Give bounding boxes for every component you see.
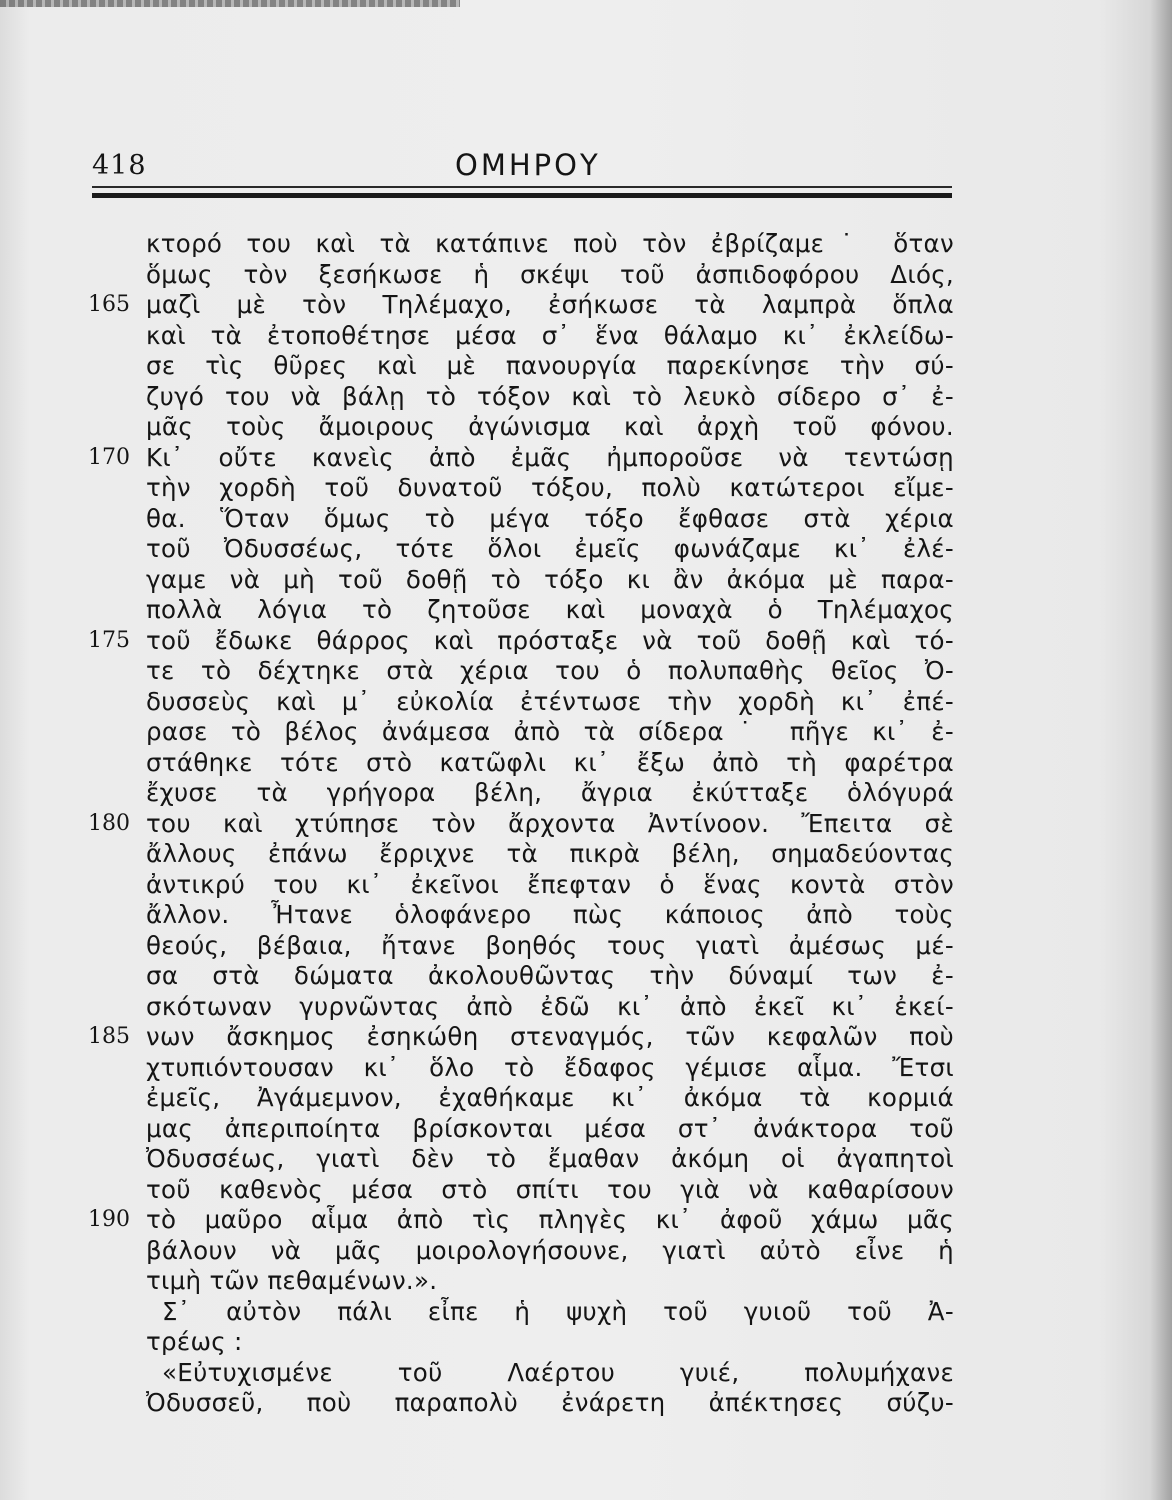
text-line xyxy=(0,1358,1172,1389)
text-line xyxy=(0,1236,1172,1267)
line-text: θεούς, βέβαια, ἤτανε βοηθός τους γιατὶ ἀμέσως μέ- xyxy=(146,930,954,960)
line-text: «Εὐτυχισμένε τοῦ Λαέρτου γυιέ, πολυμήχανε xyxy=(162,1357,954,1387)
text-line xyxy=(0,809,1172,840)
line-text: τὸ μαῦρο αἷμα ἀπὸ τὶς πληγὲς κι᾽ ἀφοῦ χάμω μᾶς xyxy=(146,1205,954,1234)
line-text: ἐμεῖς, Ἀγάμεμνον, ἐχαθήκαμε κι᾽ ἀκόμα τὰ κορμιά xyxy=(146,1083,954,1112)
line-text: καὶ τὰ ἐτοποθέτησε μέσα σ᾽ ἕνα θάλαμο κι᾽ ἐκλείδω- xyxy=(146,320,954,350)
text-line xyxy=(0,1297,1172,1328)
text-line xyxy=(0,1144,1172,1175)
line-text: σα στὰ δώματα ἀκολουθῶντας τὴν δύναμί των ἐ- xyxy=(146,961,954,990)
text-line xyxy=(0,656,1172,687)
text-line xyxy=(0,412,1172,443)
text-line xyxy=(0,1083,1172,1114)
text-line xyxy=(0,351,1172,382)
text-line xyxy=(0,900,1172,931)
line-text: σκότωναν γυρνῶντας ἀπὸ ἐδῶ κι᾽ ἀπὸ ἐκεῖ κι᾽ ἐκεί- xyxy=(146,991,954,1021)
line-text: τὴν χορδὴ τοῦ δυνατοῦ τόξου, πολὺ κατώτεροι εἴμε- xyxy=(146,473,954,502)
text-line xyxy=(0,321,1172,352)
text-line xyxy=(0,1114,1172,1145)
line-text: Ὀδυσσεῦ, ποὺ παραπολὺ ἐνάρετη ἀπέκτησες σύζυ- xyxy=(146,1388,954,1417)
line-text: τοῦ καθενὸς μέσα στὸ σπίτι του γιὰ νὰ καθαρίσουν xyxy=(146,1174,954,1204)
line-text: κτορό του καὶ τὰ κατάπινε ποὺ τὸν ἐβρίζαμε˙ ὅταν xyxy=(146,229,954,258)
line-text: τρέως : xyxy=(146,1327,243,1356)
line-text: πολλὰ λόγια τὸ ζητοῦσε καὶ μοναχὰ ὁ Τηλέμαχος xyxy=(146,595,954,624)
line-text: Κι᾽ οὔτε κανεὶς ἀπὸ ἐμᾶς ἠμποροῦσε νὰ τεντώσῃ xyxy=(146,442,954,472)
line-text: ἄλλον. Ἦτανε ὁλοφάνερο πὼς κάποιος ἀπὸ τοὺς xyxy=(146,900,954,929)
line-text: βάλουν νὰ μᾶς μοιρολογήσουνε, γιατὶ αὐτὸ εἶνε ἡ xyxy=(146,1235,954,1265)
line-text: ζυγό του νὰ βάλῃ τὸ τόξον καὶ τὸ λευκὸ σίδερο σ᾽ ἐ- xyxy=(146,381,954,411)
header-rule-thick xyxy=(92,193,952,198)
line-text: ὅμως τὸν ξεσήκωσε ἡ σκέψι τοῦ ἀσπιδοφόρου Διός, xyxy=(146,259,954,289)
text-line xyxy=(0,687,1172,718)
text-line xyxy=(0,565,1172,596)
line-text: νων ἄσκημος ἐσηκώθη στεναγμός, τῶν κεφαλῶν ποὺ xyxy=(146,1022,954,1051)
page-number: 418 xyxy=(92,150,147,181)
line-number: 180 xyxy=(88,810,130,836)
text-line xyxy=(0,748,1172,779)
line-text: Σ᾽ αὐτὸν πάλι εἶπε ἡ ψυχὴ τοῦ γυιοῦ τοῦ Ἀ- xyxy=(162,1296,954,1326)
line-text: μας ἀπεριποίητα βρίσκονται μέσα στ᾽ ἀνάκτορα τοῦ xyxy=(146,1113,954,1143)
text-line xyxy=(0,1022,1172,1053)
text-line xyxy=(0,1205,1172,1236)
text-line xyxy=(0,504,1172,535)
line-text: ἀντικρύ του κι᾽ ἐκεῖνοι ἔπεφταν ὁ ἕνας κοντὰ στὸν xyxy=(146,869,954,899)
text-line xyxy=(0,778,1172,809)
line-text: τοῦ ἔδωκε θάρρος καὶ πρόσταξε νὰ τοῦ δοθῇ καὶ τό- xyxy=(146,625,954,655)
text-line xyxy=(0,260,1172,291)
text-line xyxy=(0,1388,1172,1419)
line-text: ρασε τὸ βέλος ἀνάμεσα ἀπὸ τὰ σίδερα˙ πῆγε κι᾽ ἐ- xyxy=(146,717,954,746)
body-text xyxy=(0,229,1172,1419)
text-line xyxy=(0,382,1172,413)
line-text: τε τὸ δέχτηκε στὰ χέρια του ὁ πολυπαθὴς θεῖος Ὀ- xyxy=(146,656,954,685)
line-text: τοῦ Ὀδυσσέως, τότε ὅλοι ἐμεῖς φωνάζαμε κι᾽ ἐλέ- xyxy=(146,534,954,563)
line-text: ἄλλους ἐπάνω ἔρριχνε τὰ πικρὰ βέλη, σημαδεύοντας xyxy=(146,839,954,868)
line-text: μᾶς τοὺς ἄμοιρους ἀγώνισμα καὶ ἀρχὴ τοῦ φόνου. xyxy=(146,412,954,441)
text-line xyxy=(0,870,1172,901)
line-text: ἔχυσε τὰ γρήγορα βέλη, ἄγρια ἐκύτταξε ὁλόγυρά xyxy=(146,778,954,807)
line-number: 185 xyxy=(88,1024,130,1049)
text-line xyxy=(0,290,1172,321)
line-text: σε τὶς θῦρες καὶ μὲ πανουργία παρεκίνησε τὴν σύ- xyxy=(146,351,954,380)
line-text: δυσσεὺς καὶ μ᾽ εὐκολία ἐτέντωσε τὴν χορδὴ κι᾽ ἐπέ- xyxy=(146,686,954,716)
text-line xyxy=(0,717,1172,748)
text-line xyxy=(0,931,1172,962)
text-line xyxy=(0,473,1172,504)
line-number: 175 xyxy=(88,627,130,653)
line-text: Ὀδυσσέως, γιατὶ δὲν τὸ ἔμαθαν ἀκόμη οἱ ἀγαπητοὶ xyxy=(146,1144,954,1173)
text-line xyxy=(0,229,1172,260)
line-number: 170 xyxy=(88,444,130,470)
text-line xyxy=(0,595,1172,626)
text-line xyxy=(0,1266,1172,1297)
text-line xyxy=(0,961,1172,992)
line-number: 190 xyxy=(88,1207,130,1232)
line-text: γαμε νὰ μὴ τοῦ δοθῇ τὸ τόξο κι ἂν ἀκόμα μὲ παρα- xyxy=(146,564,954,594)
text-line xyxy=(0,1175,1172,1206)
line-text: του καὶ χτύπησε τὸν ἄρχοντα Ἀντίνοον. Ἔπειτα σὲ xyxy=(146,808,954,838)
text-line xyxy=(0,1053,1172,1084)
line-number: 165 xyxy=(88,292,130,317)
text-line xyxy=(0,626,1172,657)
line-text: στάθηκε τότε στὸ κατῶφλι κι᾽ ἔξω ἀπὸ τὴ φαρέτρα xyxy=(146,747,954,777)
running-head: ΟΜΗΡΟΥ xyxy=(455,148,601,182)
text-line xyxy=(0,443,1172,474)
text-line xyxy=(0,839,1172,870)
line-text: θα. Ὅταν ὅμως τὸ μέγα τόξο ἔφθασε στὰ χέρια xyxy=(146,503,954,533)
line-text: τιμὴ τῶν πεθαμένων.». xyxy=(146,1266,438,1295)
header-rule-thin xyxy=(92,186,952,188)
text-line xyxy=(0,1327,1172,1358)
text-line xyxy=(0,534,1172,565)
line-text: χτυπιόντουσαν κι᾽ ὅλο τὸ ἔδαφος γέμισε αἷμα. Ἔτσι xyxy=(146,1052,954,1082)
text-line xyxy=(0,992,1172,1023)
line-text: μαζὶ μὲ τὸν Τηλέμαχο, ἐσήκωσε τὰ λαμπρὰ ὅπλα xyxy=(146,290,954,319)
page-top-edge xyxy=(0,0,460,7)
